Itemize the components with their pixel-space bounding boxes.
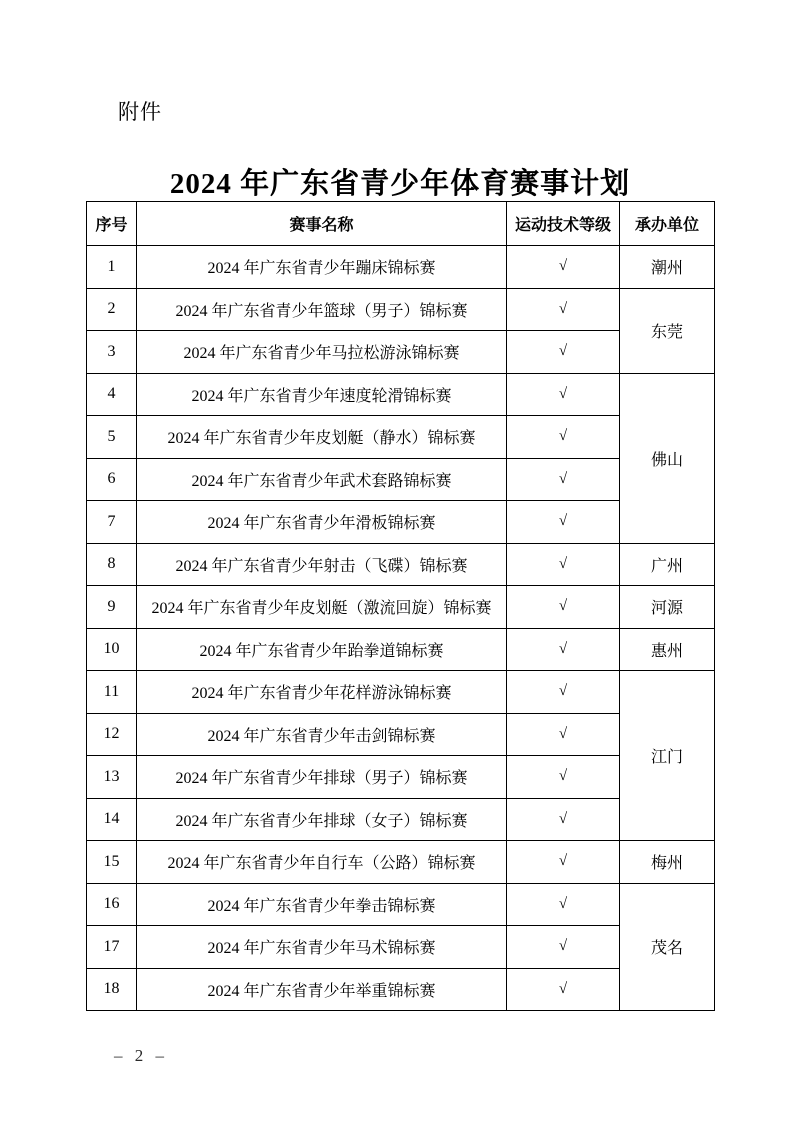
table-row [87,586,715,629]
event-name-cell: 2024 年广东省青少年花样游泳锦标赛 [137,671,507,714]
organizer-cell: 惠州 [620,628,715,671]
grade-check-cell: √ [507,543,620,586]
row-number-cell: 10 [87,628,137,671]
grade-check-cell: √ [507,458,620,501]
row-number-cell: 15 [87,841,137,884]
grade-check-cell: √ [507,756,620,799]
table-row [87,288,715,331]
event-name-cell: 2024 年广东省青少年篮球（男子）锦标赛 [137,288,507,331]
grade-check-cell: √ [507,373,620,416]
table-row [87,841,715,884]
grade-check-cell: √ [507,288,620,331]
page-title: 2024 年广东省青少年体育赛事计划 [169,168,631,201]
grade-check-cell: √ [507,416,620,459]
row-number-cell: 8 [87,543,137,586]
events-table-body [87,246,715,1011]
row-number-cell: 18 [87,968,137,1011]
table-row [87,246,715,289]
row-number-cell: 4 [87,373,137,416]
header-grade: 运动技术等级 [507,202,620,246]
event-name-cell: 2024 年广东省青少年皮划艇（静水）锦标赛 [137,416,507,459]
grade-check-cell: √ [507,671,620,714]
row-number-cell: 13 [87,756,137,799]
grade-check-cell: √ [507,798,620,841]
event-name-cell: 2024 年广东省青少年马拉松游泳锦标赛 [137,331,507,374]
row-number-cell: 16 [87,883,137,926]
event-name-cell: 2024 年广东省青少年自行车（公路）锦标赛 [137,841,507,884]
row-number-cell: 12 [87,713,137,756]
event-name-cell: 2024 年广东省青少年射击（飞碟）锦标赛 [137,543,507,586]
table-row [87,671,715,714]
grade-check-cell: √ [507,926,620,969]
organizer-cell: 广州 [620,543,715,586]
event-name-cell: 2024 年广东省青少年蹦床锦标赛 [137,246,507,289]
header-organizer: 承办单位 [620,202,715,246]
row-number-cell: 6 [87,458,137,501]
table-row [87,543,715,586]
row-number-cell: 14 [87,798,137,841]
event-name-cell: 2024 年广东省青少年跆拳道锦标赛 [137,628,507,671]
event-name-cell: 2024 年广东省青少年拳击锦标赛 [137,883,507,926]
organizer-cell: 潮州 [620,246,715,289]
event-name-cell: 2024 年广东省青少年滑板锦标赛 [137,501,507,544]
grade-check-cell: √ [507,841,620,884]
table-row [87,373,715,416]
table-row [87,883,715,926]
organizer-cell: 东莞 [620,288,715,373]
organizer-cell: 茂名 [620,883,715,1011]
grade-check-cell: √ [507,586,620,629]
attachment-label: 附件 [118,100,162,124]
event-name-cell: 2024 年广东省青少年皮划艇（激流回旋）锦标赛 [137,586,507,629]
grade-check-cell: √ [507,331,620,374]
row-number-cell: 9 [87,586,137,629]
organizer-cell: 河源 [620,586,715,629]
event-name-cell: 2024 年广东省青少年排球（男子）锦标赛 [137,756,507,799]
row-number-cell: 1 [87,246,137,289]
grade-check-cell: √ [507,501,620,544]
event-name-cell: 2024 年广东省青少年马术锦标赛 [137,926,507,969]
table-header-row [87,202,715,246]
row-number-cell: 17 [87,926,137,969]
event-name-cell: 2024 年广东省青少年速度轮滑锦标赛 [137,373,507,416]
grade-check-cell: √ [507,713,620,756]
header-index: 序号 [87,202,137,246]
row-number-cell: 2 [87,288,137,331]
grade-check-cell: √ [507,883,620,926]
row-number-cell: 11 [87,671,137,714]
grade-check-cell: √ [507,628,620,671]
header-event-name: 赛事名称 [137,202,507,246]
table-row [87,628,715,671]
event-name-cell: 2024 年广东省青少年排球（女子）锦标赛 [137,798,507,841]
event-name-cell: 2024 年广东省青少年击剑锦标赛 [137,713,507,756]
page-number: – 2 – [114,1046,168,1065]
organizer-cell: 梅州 [620,841,715,884]
grade-check-cell: √ [507,968,620,1011]
event-name-cell: 2024 年广东省青少年举重锦标赛 [137,968,507,1011]
organizer-cell: 佛山 [620,373,715,543]
organizer-cell: 江门 [620,671,715,841]
row-number-cell: 5 [87,416,137,459]
grade-check-cell: √ [507,246,620,289]
row-number-cell: 3 [87,331,137,374]
row-number-cell: 7 [87,501,137,544]
events-table [86,201,715,1011]
event-name-cell: 2024 年广东省青少年武术套路锦标赛 [137,458,507,501]
